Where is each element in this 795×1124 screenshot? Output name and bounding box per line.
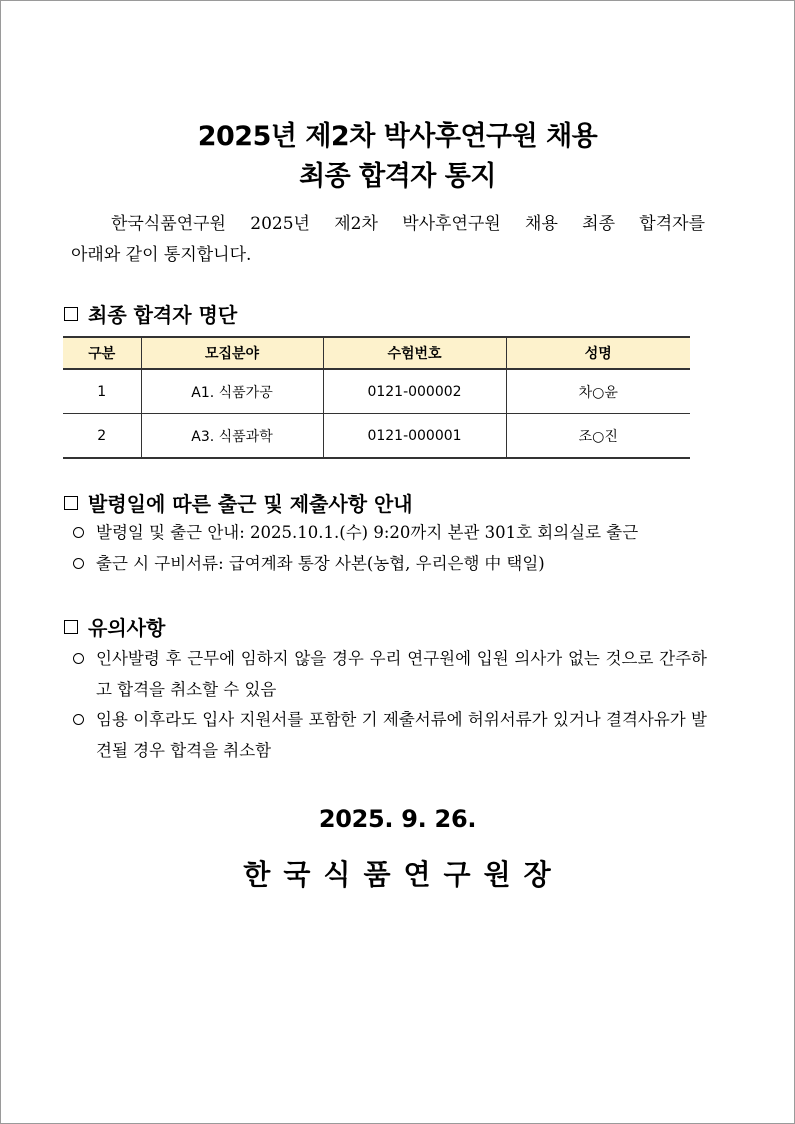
list-item [71,518,707,549]
checkbox-square-icon [64,307,78,321]
table-header-row [63,337,690,369]
section-heading-reporting [64,488,413,517]
list-item-text: 임용 이후라도 입사 지원서를 포함한 기 제출서류에 허위서류가 있거나 결격사유가 발견될 경우 합격을 취소함 [96,710,707,760]
table-cell: 0121-000001 [323,414,506,459]
intro-line2: 아래와 같이 통지합니다. [71,245,252,265]
list-item-text: 발령일 및 출근 안내: 2025.10.1.(수) 9:20까지 본관 301호 회의실로 출근 [96,523,639,542]
column-header: 수험번호 [323,337,506,369]
signer-title: 한국식품연구원장 [243,858,564,891]
checkbox-square-icon [64,620,78,634]
section-heading-text: 최종 합격자 명단 [88,303,238,327]
table-cell: 1 [63,369,141,414]
reporting-list [71,518,707,579]
section-heading-text: 유의사항 [88,616,166,640]
table-row [63,414,690,459]
document-title-line1: 2025년 제2차 박사후연구원 채용 [197,121,598,152]
circle-bullet-icon [73,653,84,664]
document-title-line2: 최종 합격자 통지 [299,161,496,192]
circle-bullet-icon [73,527,84,538]
table-cell: 조○진 [506,414,690,459]
issue-date: 2025. 9. 26. [318,805,477,833]
notes-list [71,644,707,766]
table-cell: 2 [63,414,141,459]
section-heading-text: 발령일에 따른 출근 및 제출사항 안내 [88,492,413,516]
section-heading-roster [64,299,237,328]
list-item-text: 출근 시 구비서류: 급여계좌 통장 사본(농협, 우리은행 中 택일) [96,553,545,573]
intro-line1: 한국식품연구원 2025년 제2차 박사후연구원 채용 최종 합격자를 [111,214,705,234]
finalist-table [63,336,690,459]
table-row [63,369,690,414]
list-item [71,644,707,705]
checkbox-square-icon [64,496,78,510]
column-header: 모집분야 [141,337,323,369]
list-item-text: 인사발령 후 근무에 임하지 않을 경우 우리 연구원에 입원 의사가 없는 것으로 간주하고 합격을 취소할 수 있음 [96,649,707,699]
column-header: 구분 [63,337,141,369]
intro-paragraph [71,209,705,271]
table-cell: 차○윤 [506,369,690,414]
section-heading-notes [64,612,165,641]
circle-bullet-icon [73,558,84,569]
list-item [71,705,707,766]
table-cell: A3. 식품과학 [141,414,323,459]
table-cell: 0121-000002 [323,369,506,414]
circle-bullet-icon [73,714,84,725]
list-item [71,549,707,580]
column-header: 성명 [506,337,690,369]
table-cell: A1. 식품가공 [141,369,323,414]
